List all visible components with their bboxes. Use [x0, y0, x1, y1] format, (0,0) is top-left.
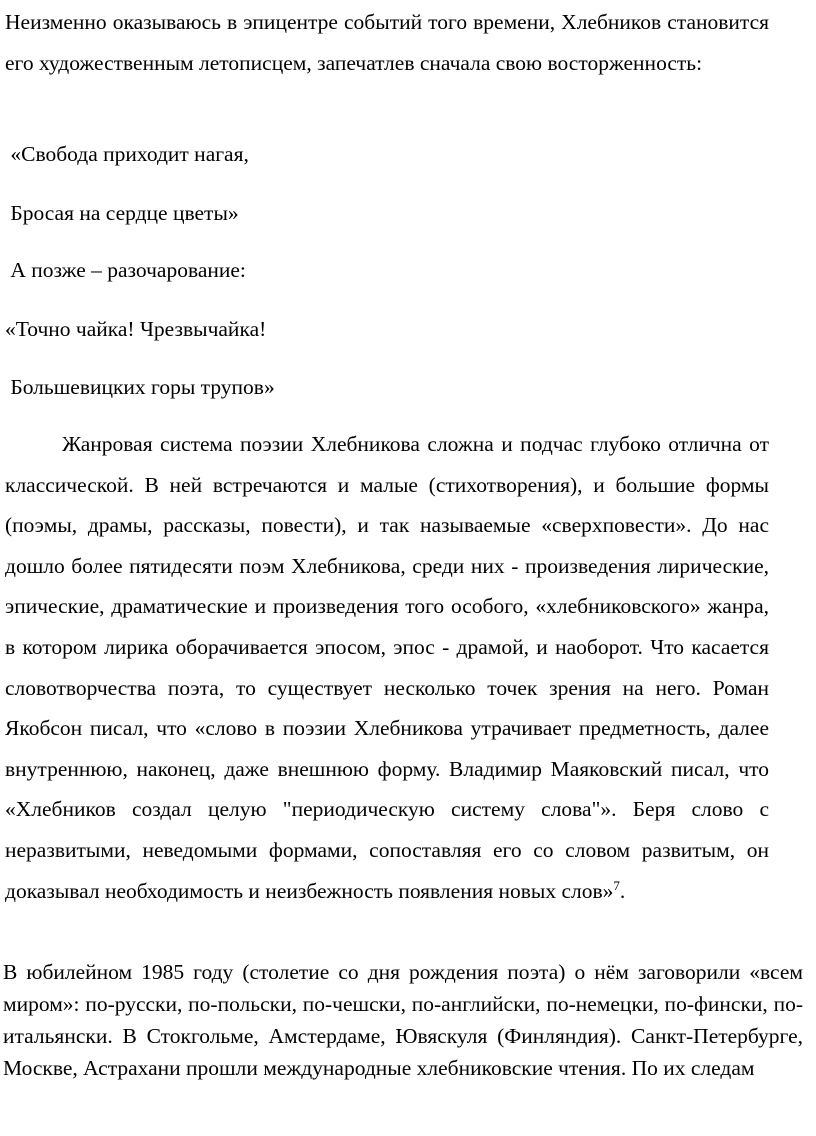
verse-line: Большевицких горы трупов» [5, 375, 275, 399]
main-paragraph-text: Жанровая система поэзии Хлебникова сложна и подчас глубоко отлична от классической. В ней встречаются и малые (стихотворения), и большие формы (поэмы, драмы, рассказы, повести), и так называемые «сверхповести». До нас дошло более пятидесяти поэм Хлебникова, среди них - произведения лирические, эпические, драматические и произведения того особого, «хлебниковского» жанра, в котором лирика оборачивается эпосом, эпос - драмой, и наоборот. Что касается словотворчества поэта, то существует несколько точек зрения на него. Роман Якобсон писал, что «слово в поэзии Хлебникова утрачивает предметность, далее внутреннюю, наконец, даже внешнюю форму. Владимир Маяковский писал, что «Хлебников создал целую "периодическую систему слова"». Беря слово с неразвитыми, неведомыми формами, сопоставляя его со словом развитым, он доказывал необходимость и неизбежность появления новых слов» [5, 432, 769, 903]
footnote-reference[interactable]: 7 [613, 877, 620, 893]
final-paragraph: В юбилейном 1985 году (столетие со дня рождения поэта) о нём заговорили «всем миром»: по-русски, по-польски, по-чешски, по-английски, по-немецки, по-фински, по-итальянски. В Стокгольме, Амстердаме, Ювяскуля (Финляндия). Санкт-Петербурге, Москве, Астрахани прошли международные хлебниковские чтения. По их следам [3, 960, 803, 1080]
main-paragraph [5, 424, 769, 911]
verse-line: А позже – разочарование: [5, 258, 246, 282]
main-paragraph-end: . [619, 878, 626, 903]
verse-line: «Точно чайка! Чрезвычайка! [5, 317, 267, 341]
intro-paragraph: Неизменно оказываюсь в эпицентре событий того времени, Хлебников становится его художественным летописцем, запечатлев сначала свою восторженность: [5, 10, 769, 75]
verse-line: «Свобода приходит нагая, [5, 142, 249, 166]
verse-line: Бросая на сердце цветы» [5, 201, 239, 225]
